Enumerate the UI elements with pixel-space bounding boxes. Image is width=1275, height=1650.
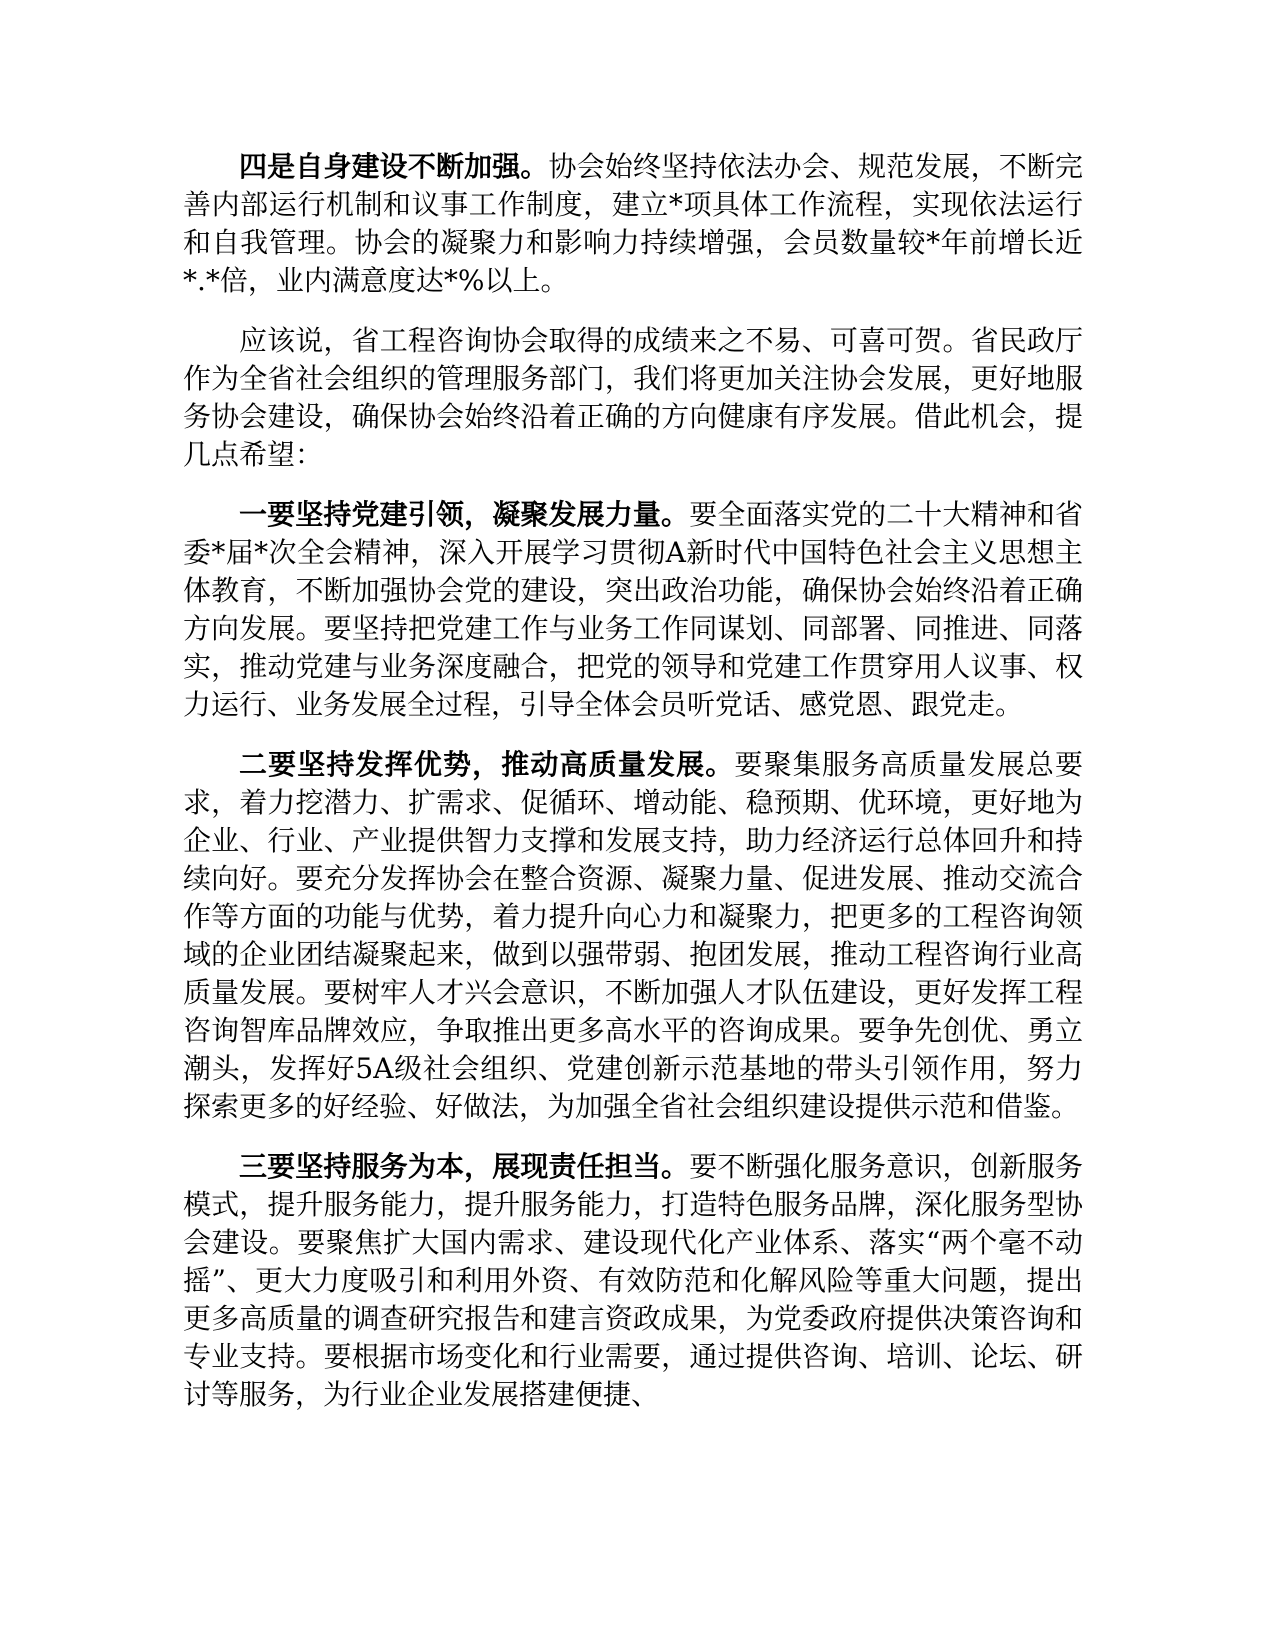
paragraph-service bbox=[183, 1148, 1083, 1414]
paragraph-text: 要聚集服务高质量发展总要求，着力挖潜力、扩需求、促循环、增动能、稳预期、优环境，更好地为企业、行业、产业提供智力支撑和发展支持，助力经济运行总体回升和持续向好。要充分发挥协会在整合资源、凝聚力量、促进发展、推动交流合作等方面的功能与优势，着力提升向心力和凝聚力，把更多的工程咨询领域的企业团结凝聚起来，做到以强带弱、抱团发展，推动工程咨询行业高质量发展。要树牢人才兴会意识，不断加强人才队伍建设，更好发挥工程咨询智库品牌效应，争取推出更多高水平的咨询成果。要争先创优、勇立潮头，发挥好5A级社会组织、党建创新示范基地的带头引领作用，努力探索更多的好经验、好做法，为加强全省社会组织建设提供示范和借鉴。 bbox=[183, 748, 1083, 1123]
document-body bbox=[183, 148, 1083, 1436]
paragraph-high-quality-development bbox=[183, 746, 1083, 1126]
paragraph-lead: 二要坚持发挥优势，推动高质量发展。 bbox=[239, 748, 735, 781]
paragraph-summary bbox=[183, 322, 1083, 474]
paragraph-party-building bbox=[183, 496, 1083, 724]
paragraph-lead: 四是自身建设不断加强。 bbox=[239, 150, 549, 183]
paragraph-text: 要全面落实党的二十大精神和省委*届*次全会精神，深入开展学习贯彻A新时代中国特色社会主义思想主体教育，不断加强协会党的建设，突出政治功能，确保协会始终沿着正确方向发展。要坚持把党建工作与业务工作同谋划、同部署、同推进、同落实，推动党建与业务深度融合，把党的领导和党建工作贯穿用人议事、权力运行、业务发展全过程，引导全体会员听党话、感党恩、跟党走。 bbox=[183, 498, 1083, 721]
paragraph-lead: 三要坚持服务为本，展现责任担当。 bbox=[239, 1150, 690, 1183]
paragraph-lead: 一要坚持党建引领，凝聚发展力量。 bbox=[239, 498, 690, 531]
paragraph-text: 协会始终坚持依法办会、规范发展，不断完善内部运行机制和议事工作制度，建立*项具体工作流程，实现依法运行和自我管理。协会的凝聚力和影响力持续增强，会员数量较*年前增长近*.*倍，业内满意度达*%以上。 bbox=[183, 150, 1083, 297]
paragraph-text: 要不断强化服务意识，创新服务模式，提升服务能力，提升服务能力，打造特色服务品牌，深化服务型协会建设。要聚焦扩大国内需求、建设现代化产业体系、落实“两个毫不动摇”、更大力度吸引和利用外资、有效防范和化解风险等重大问题，提出更多高质量的调查研究报告和建言资政成果，为党委政府提供决策咨询和专业支持。要根据市场变化和行业需要，通过提供咨询、培训、论坛、研讨等服务，为行业企业发展搭建便捷、 bbox=[183, 1150, 1083, 1411]
paragraph-self-building bbox=[183, 148, 1083, 300]
paragraph-text: 应该说，省工程咨询协会取得的成绩来之不易、可喜可贺。省民政厅作为全省社会组织的管理服务部门，我们将更加关注协会发展，更好地服务协会建设，确保协会始终沿着正确的方向健康有序发展。借此机会，提几点希望： bbox=[183, 324, 1083, 471]
